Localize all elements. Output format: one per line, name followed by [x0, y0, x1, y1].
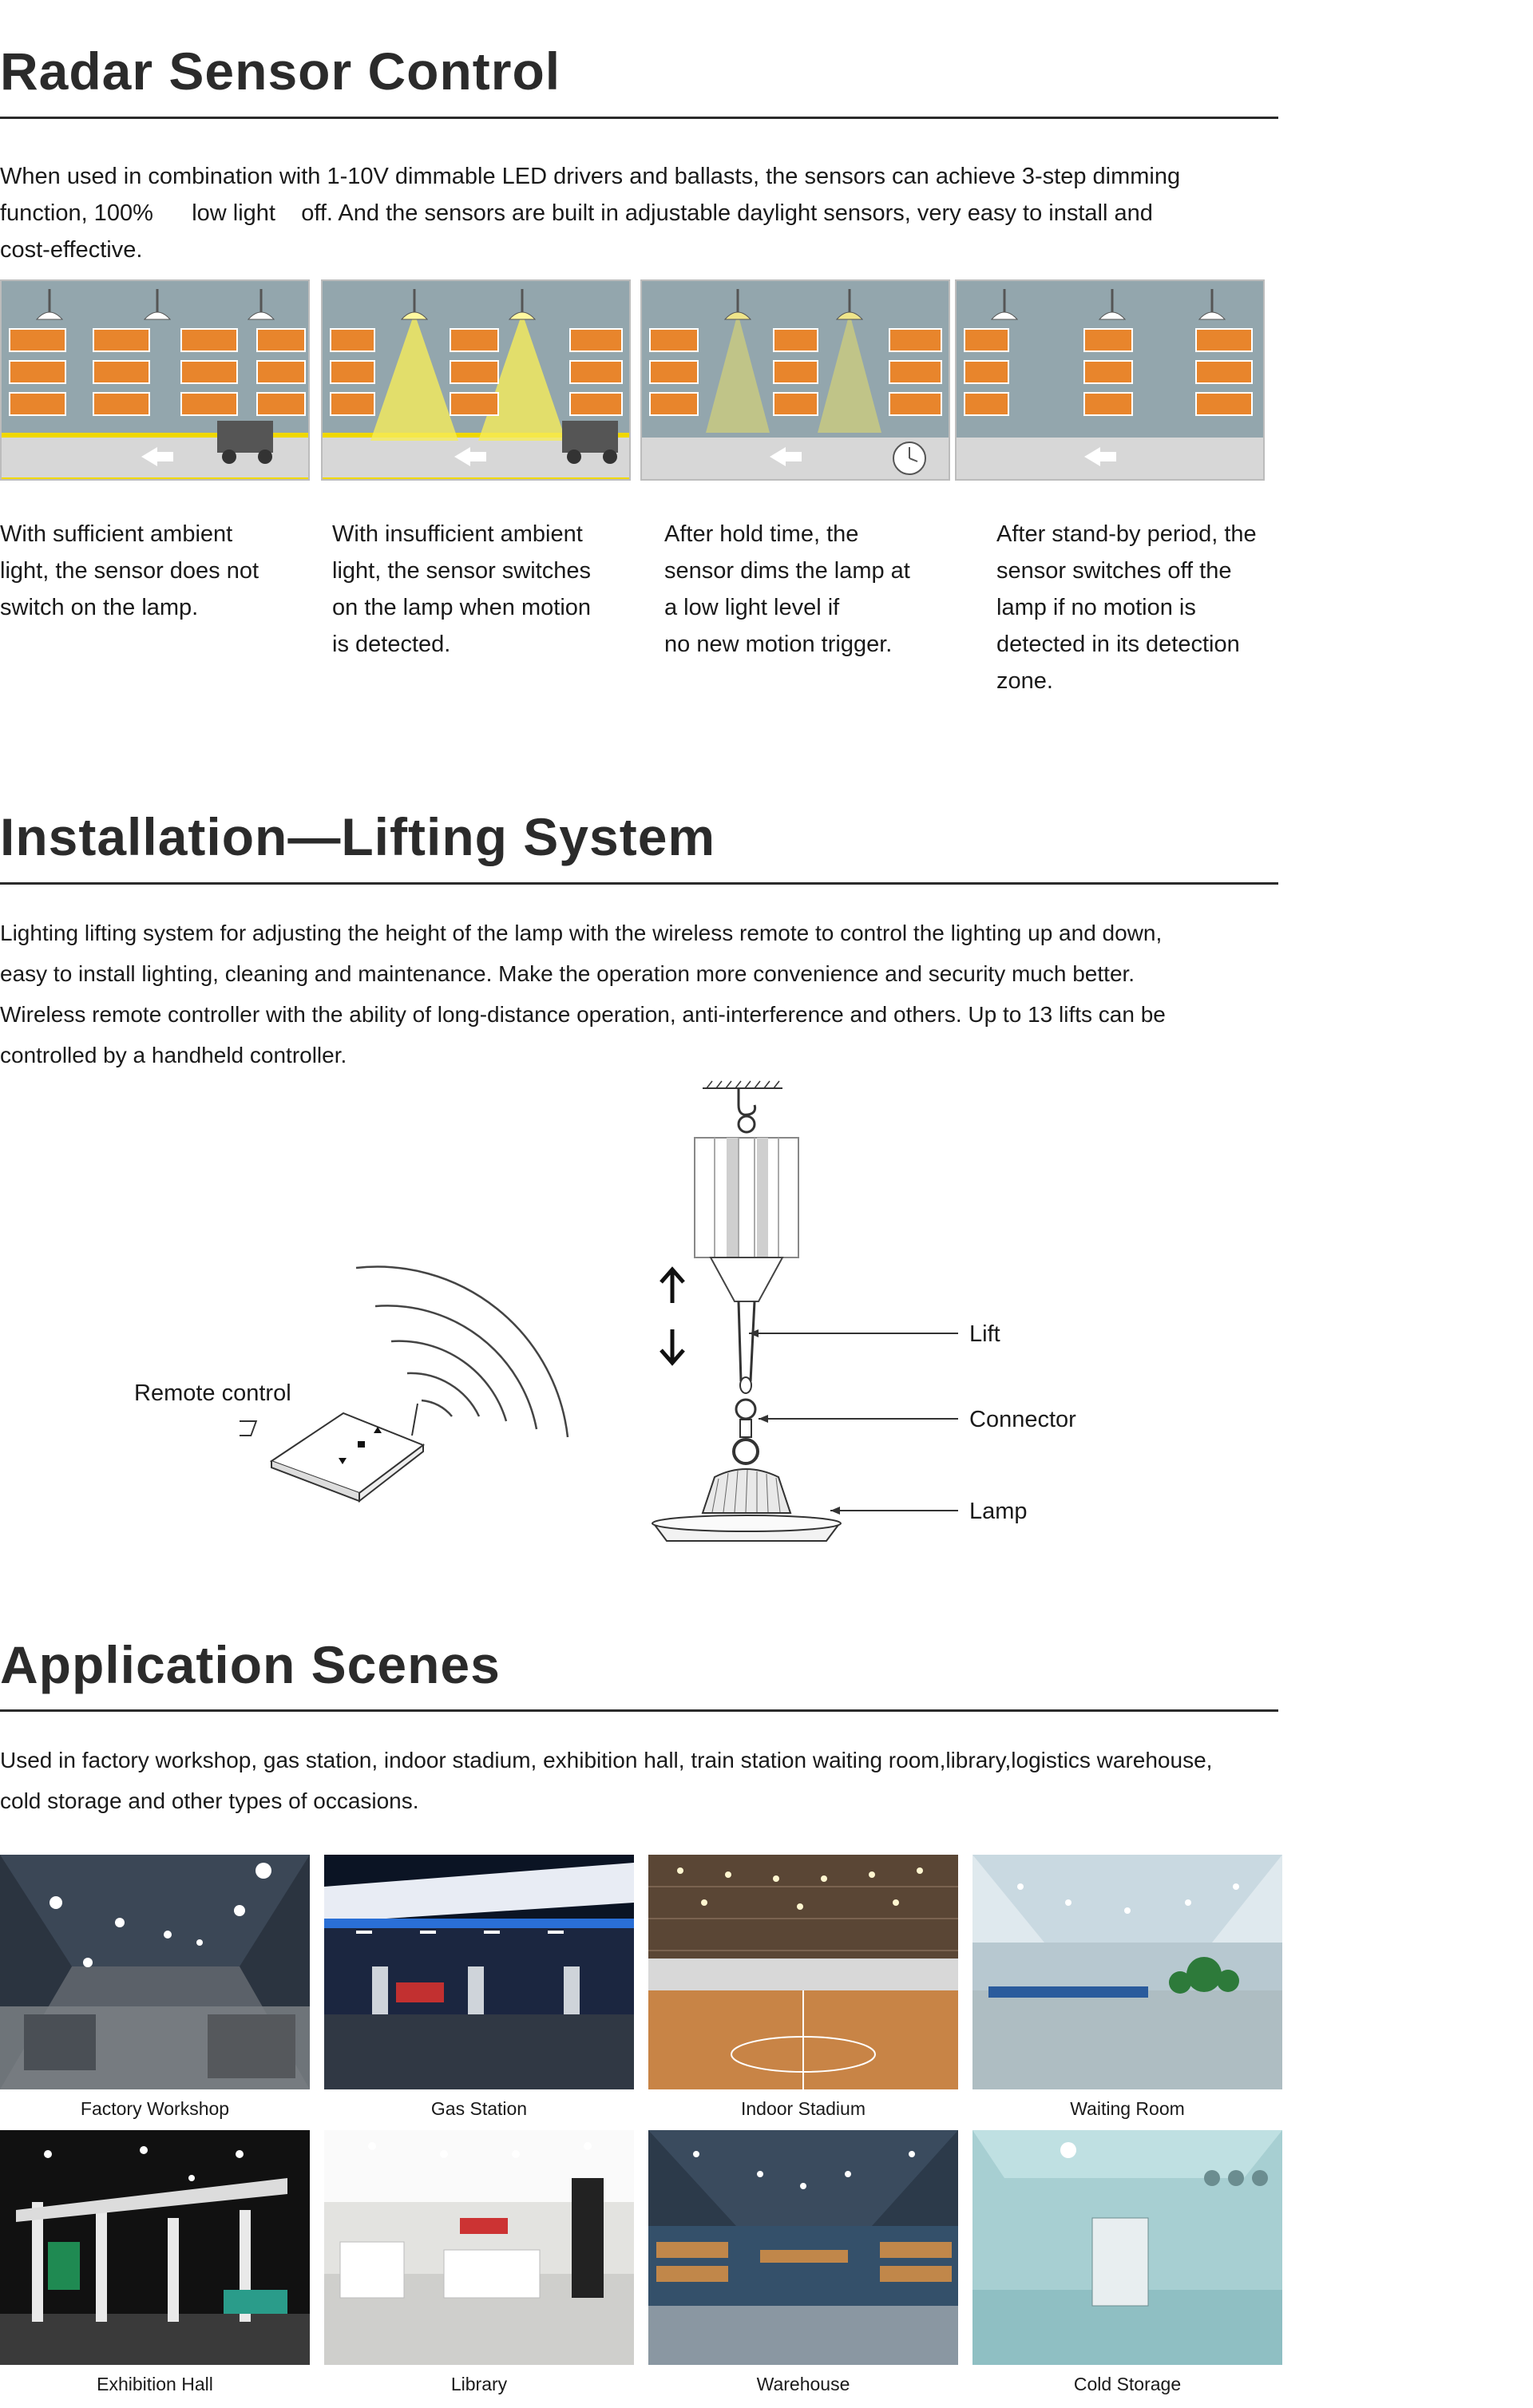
caption-line: sensor dims the lamp at: [664, 558, 910, 584]
lifting-intro-line: easy to install lighting, cleaning and maintenance. Make the operation more convenience and security much better.: [0, 961, 1135, 986]
lifting-intro-line: controlled by a handheld controller.: [0, 1043, 347, 1067]
caption-line: detected in its detection: [996, 632, 1240, 657]
sensor-caption-2: [332, 516, 652, 663]
remote-control-label: Remote control: [134, 1380, 291, 1406]
lift-label: Lift: [969, 1321, 1000, 1347]
scene-caption: Waiting Room: [1070, 2098, 1185, 2119]
caption-line: sensor switches off the: [996, 558, 1232, 584]
caption-line: on the lamp when motion: [332, 595, 592, 620]
caption-line: After hold time, the: [664, 521, 859, 547]
radar-title-rule: [0, 117, 1278, 119]
lifting-diagram: [240, 1070, 1038, 1549]
scenes-intro-line: Used in factory workshop, gas station, indoor stadium, exhibition hall, train station waiting room,library,logistics warehouse,: [0, 1748, 1213, 1772]
sensor-caption-3: [664, 516, 984, 663]
scene-caption: Library: [450, 2374, 508, 2394]
caption-line: With insufficient ambient: [332, 521, 583, 547]
caption-line: is detected.: [332, 632, 451, 657]
scene-photo-cold-storage: [972, 2130, 1282, 2365]
scene-photo-indoor-stadium: [648, 1855, 958, 2089]
lifting-intro-line: Wireless remote controller with the ability of long-distance operation, anti-interference and others. Up to 13 lifts can be: [0, 1002, 1166, 1027]
sensor-caption-1: [0, 516, 319, 626]
caption-line: switch on the lamp.: [0, 595, 199, 620]
lamp-label: Lamp: [969, 1499, 1028, 1524]
caption-line: zone.: [996, 668, 1053, 694]
scene-photo-gas-station: [324, 1855, 634, 2089]
caption-line: light, the sensor switches: [332, 558, 591, 584]
scene-caption: Factory Workshop: [80, 2098, 230, 2119]
scene-photo-waiting-room: [972, 1855, 1282, 2089]
scenes-section-title: Application Scenes: [0, 1635, 501, 1694]
scene-photo-factory-workshop: [0, 1855, 310, 2089]
sensor-illustration-4: [955, 279, 1265, 481]
radar-intro: [0, 158, 1293, 268]
radar-intro-line: When used in combination with 1-10V dimmable LED drivers and ballasts, the sensors can achieve 3-step dimming: [0, 164, 1181, 189]
scene-photo-library: [324, 2130, 634, 2365]
scene-caption: Warehouse: [756, 2374, 850, 2394]
scenes-intro: [0, 1740, 1293, 1821]
scene-caption: Cold Storage: [1073, 2374, 1182, 2394]
radar-intro-line: cost-effective.: [0, 237, 143, 263]
scene-caption: Indoor Stadium: [741, 2098, 866, 2119]
caption-line: lamp if no motion is: [996, 595, 1196, 620]
scene-caption: Gas Station: [430, 2098, 528, 2119]
caption-line: no new motion trigger.: [664, 632, 893, 657]
sensor-caption-4: [996, 516, 1316, 699]
scenes-intro-line: cold storage and other types of occasions.: [0, 1788, 419, 1813]
sensor-illustration-1: [0, 279, 310, 481]
caption-line: light, the sensor does not: [0, 558, 259, 584]
caption-line: a low light level if: [664, 595, 840, 620]
lifting-title-rule: [0, 882, 1278, 885]
caption-line: With sufficient ambient: [0, 521, 233, 547]
caption-line: After stand-by period, the: [996, 521, 1257, 547]
radar-section-title: Radar Sensor Control: [0, 42, 561, 101]
radar-intro-line: function, 100% low light off. And the sensors are built in adjustable daylight sensors, very easy to install and: [0, 200, 1153, 226]
scene-caption: Exhibition Hall: [97, 2374, 213, 2394]
connector-label: Connector: [969, 1407, 1076, 1432]
scene-photo-exhibition-hall: [0, 2130, 310, 2365]
lifting-intro-line: Lighting lifting system for adjusting the height of the lamp with the wireless remote to control the lighting up and down,: [0, 921, 1163, 945]
scene-photo-warehouse: [648, 2130, 958, 2365]
lifting-intro: [0, 913, 1293, 1075]
scenes-title-rule: [0, 1709, 1278, 1712]
sensor-illustration-3: [640, 279, 950, 481]
lifting-section-title: Installation—Lifting System: [0, 807, 716, 866]
sensor-illustration-2: [321, 279, 631, 481]
